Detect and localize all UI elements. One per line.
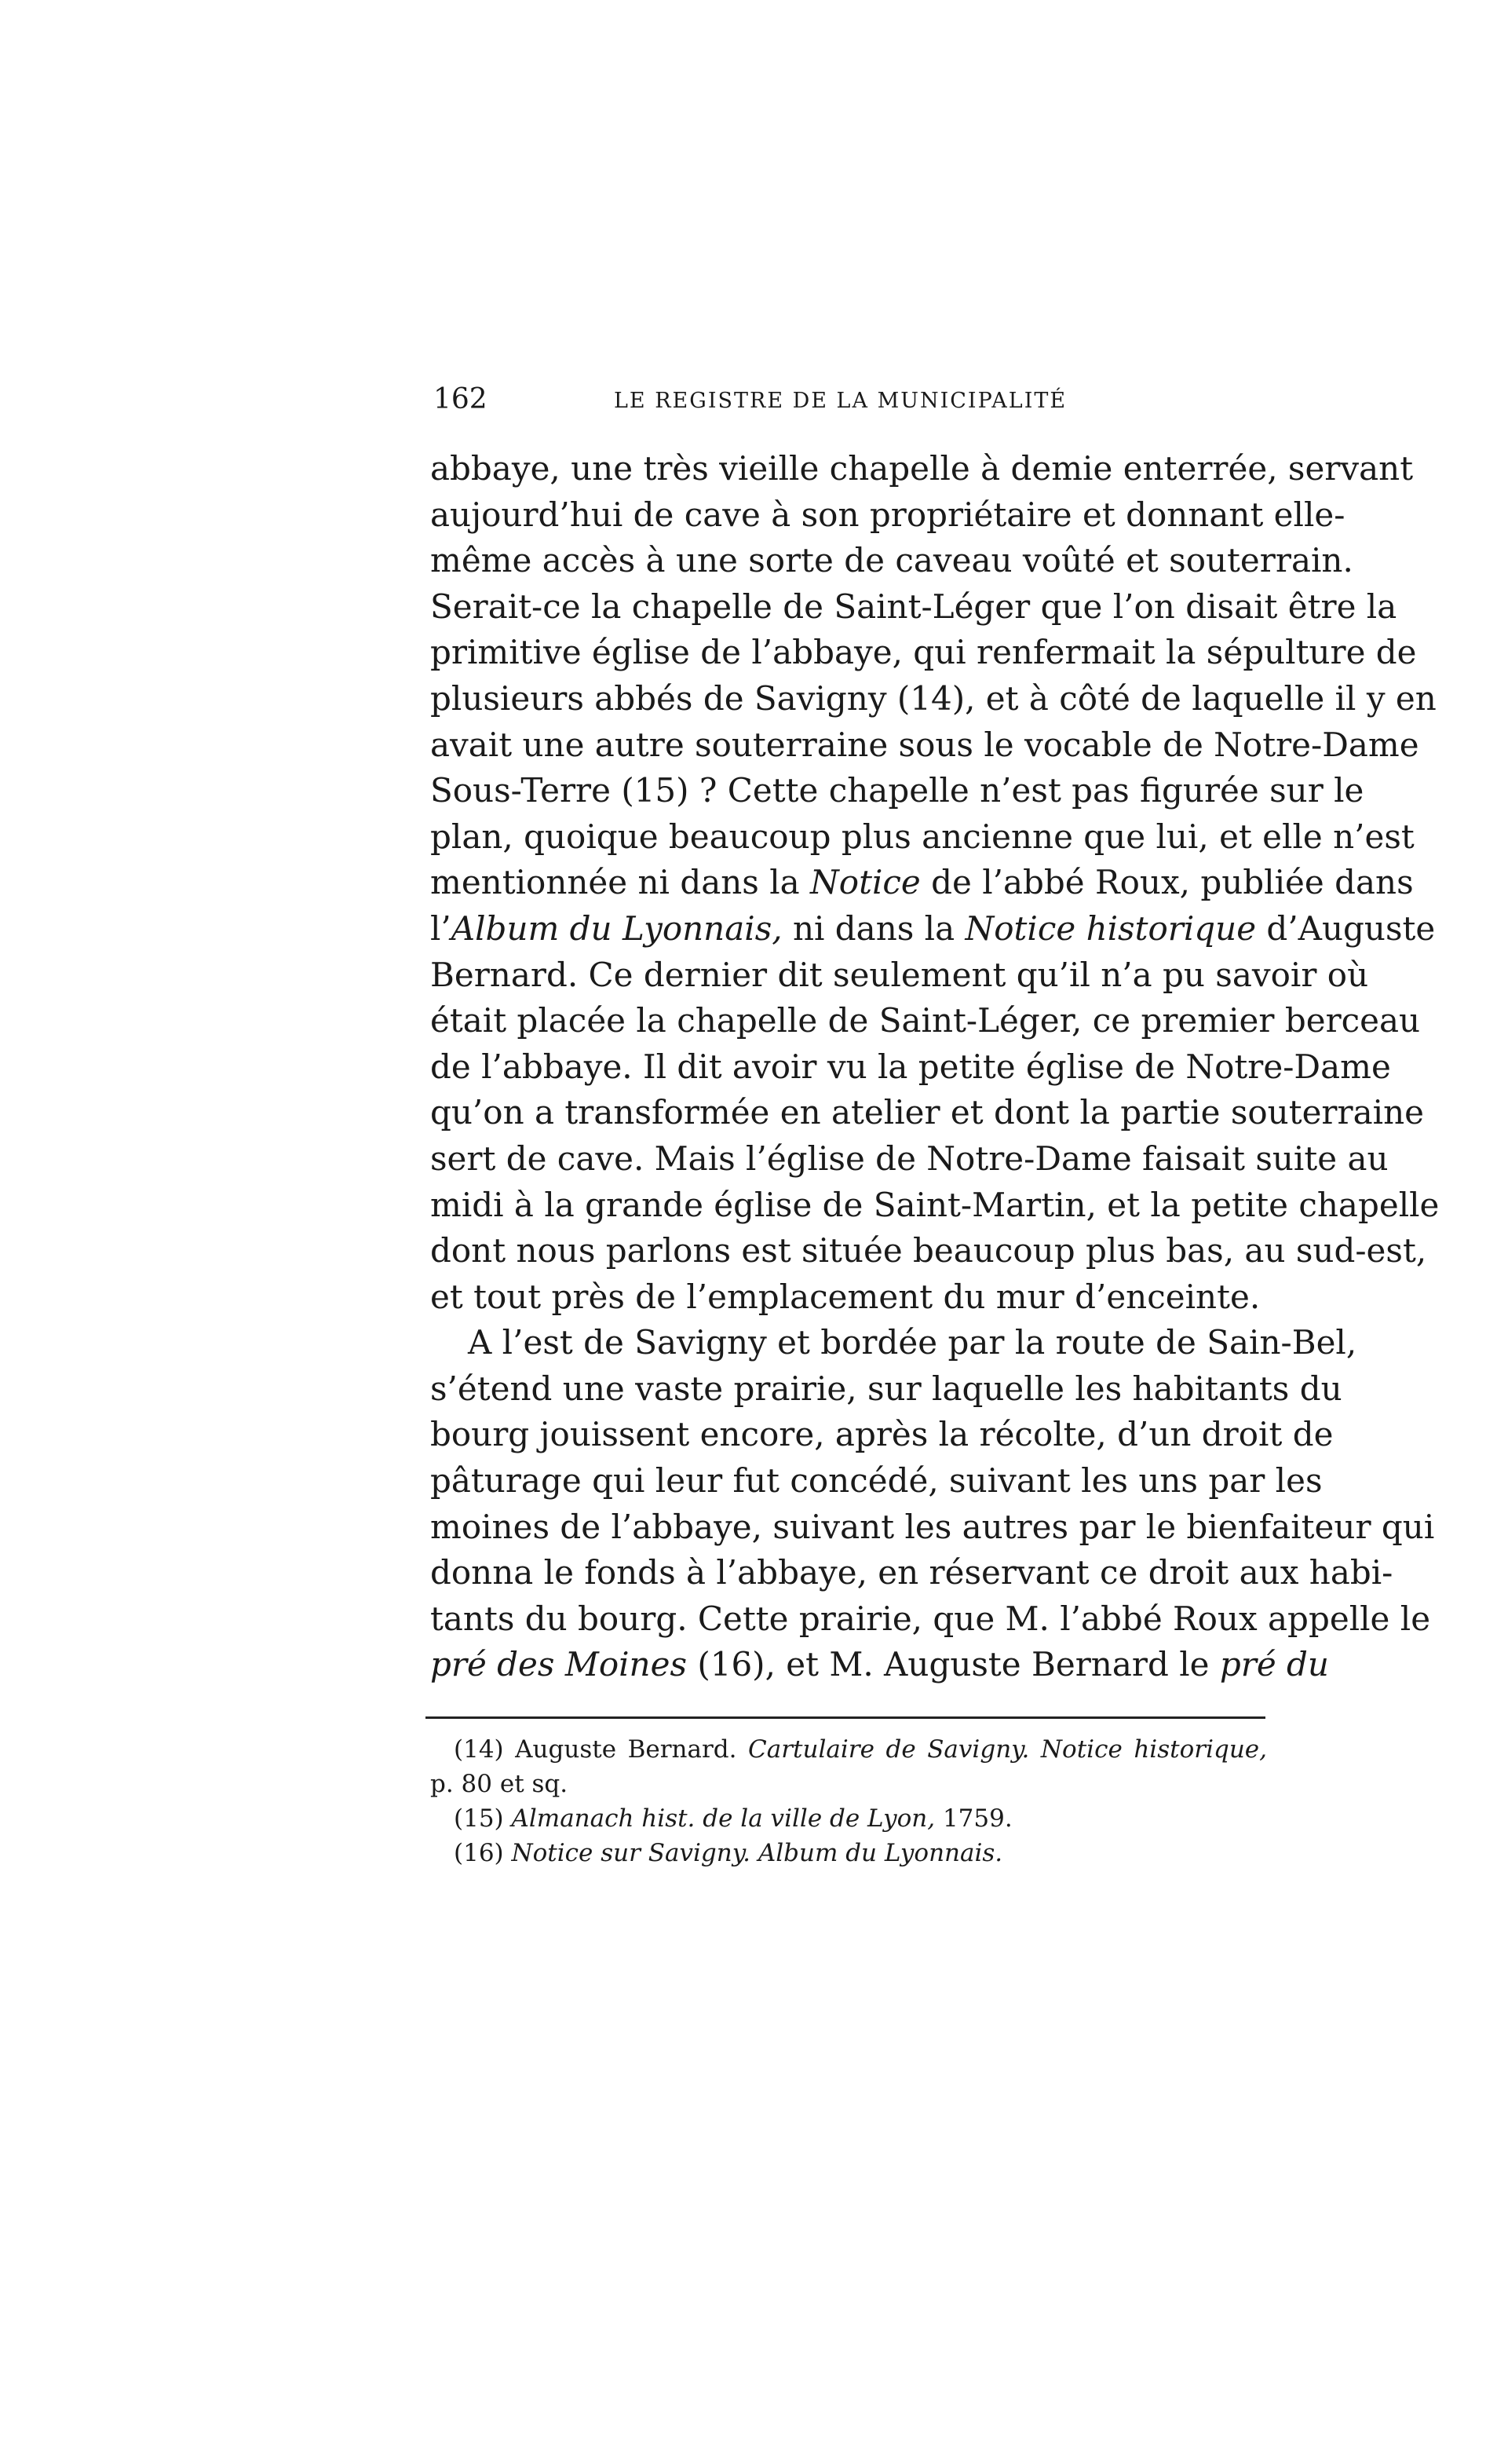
text-line: aujourd’hui de cave à son propriétaire et donnant elle- bbox=[430, 495, 1345, 534]
footnote-marker: (14) bbox=[454, 1735, 504, 1764]
footnote-14 bbox=[430, 1732, 1267, 1767]
footnote-marker: (15) bbox=[454, 1804, 504, 1833]
text-line bbox=[430, 860, 1414, 906]
running-title: LE REGISTRE DE LA MUNICIPALITÉ bbox=[614, 389, 1068, 413]
italic-title: pré du bbox=[1219, 1645, 1329, 1684]
italic-title: pré des Moines bbox=[430, 1645, 687, 1684]
footnote-title: Notice sur Savigny. Album du Lyonnais. bbox=[511, 1839, 1003, 1867]
italic-title: Notice historique bbox=[965, 908, 1257, 948]
text-line: dont nous parlons est située beaucoup plus bas, au sud-est, bbox=[430, 1231, 1427, 1270]
paragraph-start-line: A l’est de Savigny et bordée par la route de Sain-Bel, bbox=[468, 1323, 1357, 1362]
text-line: et tout près de l’emplacement du mur d’enceinte. bbox=[430, 1277, 1261, 1316]
italic-title: Album du Lyonnais, bbox=[451, 908, 783, 948]
text-segment: mentionnée ni dans la bbox=[430, 863, 811, 902]
text-line: Serait-ce la chapelle de Saint-Léger que l’on disait être la bbox=[430, 587, 1397, 626]
text-line: s’étend une vaste prairie, sur laquelle les habitants du bbox=[430, 1369, 1342, 1408]
text-line: Sous-Terre (15) ? Cette chapelle n’est pas figurée sur le bbox=[430, 771, 1364, 810]
text-segment: d’Auguste bbox=[1256, 908, 1436, 948]
page-number: 162 bbox=[433, 383, 487, 415]
text-line: midi à la grande église de Saint-Martin, et la petite chapelle bbox=[430, 1185, 1440, 1224]
text-line bbox=[430, 1642, 1329, 1688]
text-line: Bernard. Ce dernier dit seulement qu’il n’a pu savoir où bbox=[430, 955, 1369, 994]
text-line: primitive église de l’abbaye, qui renfermait la sépulture de bbox=[430, 633, 1417, 672]
text-line: bourg jouissent encore, après la récolte, d’un droit de bbox=[430, 1415, 1334, 1454]
footnote-author: Auguste Bernard. bbox=[515, 1735, 737, 1764]
text-line: même accès à une sorte de caveau voûté et souterrain. bbox=[430, 541, 1353, 580]
footnote-divider bbox=[425, 1716, 1265, 1719]
italic-title: Notice bbox=[810, 863, 921, 902]
text-line: pâturage qui leur fut concédé, suivant les uns par les bbox=[430, 1461, 1323, 1501]
text-segment: ni dans la bbox=[782, 908, 966, 948]
footnote-marker: (16) bbox=[454, 1839, 504, 1867]
text-line: plusieurs abbés de Savigny (14), et à côté de laquelle il y en bbox=[430, 678, 1437, 718]
text-line: plan, quoique beaucoup plus ancienne que lui, et elle n’est bbox=[430, 817, 1415, 856]
text-segment: de l’abbé Roux, publiée dans bbox=[920, 863, 1414, 902]
text-segment: l’ bbox=[430, 908, 451, 948]
body-text bbox=[430, 446, 1440, 1688]
footnote-16 bbox=[430, 1836, 1267, 1870]
text-line: avait une autre souterraine sous le vocable de Notre-Dame bbox=[430, 725, 1419, 764]
footnote-title: Cartulaire de Savigny. Notice historique, bbox=[748, 1735, 1267, 1764]
text-line: abbaye, une très vieille chapelle à demie enterrée, servant bbox=[430, 449, 1414, 488]
text-line: moines de l’abbaye, suivant les autres par le bienfaiteur qui bbox=[430, 1507, 1435, 1546]
footnote-title: Almanach hist. de la ville de Lyon, bbox=[511, 1804, 936, 1833]
text-line: de l’abbaye. Il dit avoir vu la petite église de Notre-Dame bbox=[430, 1047, 1391, 1086]
footnote-15 bbox=[430, 1801, 1267, 1836]
text-segment: (16), et M. Auguste Bernard le bbox=[687, 1645, 1220, 1684]
text-line bbox=[430, 906, 1436, 952]
footnote-14-continuation: p. 80 et sq. bbox=[430, 1770, 568, 1798]
text-line: sert de cave. Mais l’église de Notre-Dame faisait suite au bbox=[430, 1139, 1389, 1178]
footnote-year: 1759. bbox=[942, 1804, 1013, 1833]
text-line: tants du bourg. Cette prairie, que M. l’abbé Roux appelle le bbox=[430, 1599, 1431, 1638]
text-line: qu’on a transformée en atelier et dont la partie souterraine bbox=[430, 1093, 1424, 1132]
text-line: était placée la chapelle de Saint-Léger, ce premier berceau bbox=[430, 1001, 1421, 1040]
text-line: donna le fonds à l’abbaye, en réservant ce droit aux habi- bbox=[430, 1553, 1393, 1592]
page-header bbox=[433, 382, 1265, 418]
